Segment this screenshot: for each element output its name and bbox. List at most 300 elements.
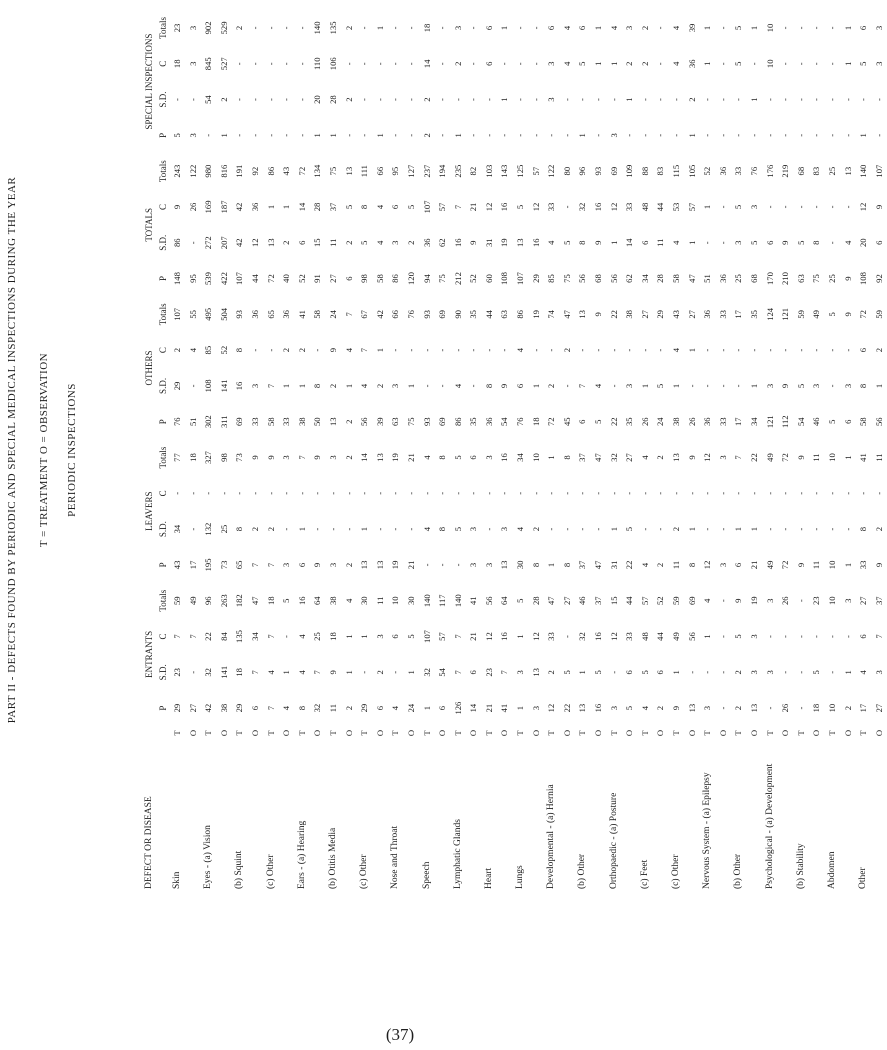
table-row [186,10,202,890]
defect-label [529,740,545,890]
table-cell: - [811,635,822,638]
table-cell: - [530,98,541,101]
table-cell: 36 [249,202,260,212]
table-cell: - [795,133,806,137]
table-cell: 1 [686,240,697,245]
table-cell: 2 [624,61,635,66]
table-cell: 10 [826,560,837,570]
defect-label: (b) Squint [234,850,245,889]
table-cell: 6 [343,276,354,281]
table-cell: 47 [593,453,604,462]
defect-label: Heart [483,867,494,889]
treatment-observation-code: O [405,729,416,737]
table-cell: 1 [530,383,541,389]
table-cell: 4 [593,383,604,389]
table-cell: 69 [234,417,245,427]
table-cell: 1 [281,383,292,389]
table-cell: 36 [281,310,292,319]
table-cell: - [249,348,260,352]
table-cell: 72 [858,310,869,319]
table-cell: 10 [764,59,775,69]
defect-label: Lungs [515,865,526,889]
treatment-observation-code: O [873,729,884,737]
table-cell: 7 [733,455,744,460]
defect-label [747,740,763,890]
table-cell: 18 [327,632,338,641]
table-cell: 25 [733,274,744,283]
table-cell: 117 [437,594,448,607]
table-cell: 54 [795,417,806,427]
table-cell: 14 [468,703,479,713]
table-cell: 60 [483,274,494,283]
defect-label [872,740,887,890]
table-cell: 4 [296,670,307,675]
table-cell: - [405,348,416,352]
table-cell: 34 [639,274,650,283]
treatment-observation-code: T [858,730,869,736]
table-cell: - [265,133,276,137]
table-cell: 16 [593,703,604,713]
table-cell: 9 [593,312,604,317]
table-cell: 49 [187,596,198,606]
table-cell: - [359,491,370,495]
table-cell: 115 [671,164,681,178]
table-cell: 1 [546,562,557,568]
table-cell: - [468,133,479,137]
table-row [342,10,358,890]
table-cell: 33 [858,560,869,570]
table-cell: 111 [359,165,370,178]
table-cell: 9 [327,670,338,675]
table-cell: 12 [530,632,541,641]
treatment-observation-code: O [530,729,541,737]
treatment-observation-code: O [468,729,479,737]
table-cell: 63 [499,310,510,319]
table-cell: 13 [499,560,510,570]
table-cell: 86 [452,417,463,427]
table-cell: - [826,635,837,638]
table-cell: - [858,98,869,101]
table-cell: 22 [608,417,619,427]
table-cell: 176 [764,164,775,178]
column-header: Totals [158,303,168,326]
table-cell: 6 [873,240,884,245]
table-cell: - [826,62,837,66]
table-cell: 1 [421,705,432,711]
table-cell: 1 [873,383,884,389]
table-cell: - [842,348,853,352]
table-cell: 18 [530,417,541,427]
table-cell: 93 [593,166,604,176]
table-cell: 7 [359,347,370,353]
table-cell: 8 [437,455,448,460]
table-cell: 75 [405,417,416,427]
table-row [451,10,467,890]
table-cell: 1 [593,61,604,66]
treatment-observation-code: T [203,730,214,736]
table-cell: 3 [390,383,401,389]
table-cell: - [826,26,837,30]
table-cell: 14 [296,202,307,212]
table-cell: 3 [624,383,635,389]
table-cell: 5 [826,419,837,424]
table-cell: 6 [577,419,588,424]
table-cell: - [187,384,198,388]
table-cell: 19 [499,238,510,248]
table-cell: - [561,384,572,388]
table-cell: 9 [499,383,510,389]
table-cell: 21 [468,632,479,641]
table-cell: 16 [499,453,510,462]
table-cell: 5 [577,61,588,66]
table-cell: 6 [858,25,869,31]
table-cell: 1 [686,526,697,532]
treatment-observation-code: T [327,730,338,736]
table-cell: - [327,527,338,531]
table-cell: - [717,599,728,603]
table-cell: - [187,98,198,101]
treatment-observation-code: T [702,730,713,736]
table-cell: 52 [702,166,713,176]
defect-label [778,740,794,890]
treatment-observation-code: T [421,730,432,736]
table-cell: - [717,241,728,245]
table-cell: - [826,670,837,674]
table-cell: 2 [343,419,354,424]
treatment-observation-code: O [343,729,354,737]
table-cell: 93 [421,417,432,427]
table-cell: - [187,491,198,495]
defect-label: Speech [421,861,432,889]
treatment-observation-code: T [172,730,182,736]
table-cell: 8 [858,526,869,532]
group-header-row [142,10,156,890]
table-cell: 73 [218,560,229,570]
table-cell: 2 [686,97,697,102]
table-row [825,10,841,890]
table-cell: - [717,62,728,66]
table-cell: - [234,62,245,66]
table-cell: 32 [577,632,588,641]
table-cell: - [780,348,791,352]
table-cell: - [764,205,775,209]
table-cell: 51 [187,417,198,427]
table-cell: - [764,635,775,638]
table-cell: 96 [577,166,588,176]
table-cell: - [499,62,510,66]
table-cell: 74 [546,310,557,319]
column-header: Totals [158,589,168,612]
table-cell: - [577,491,588,495]
column-header-row [156,10,170,890]
table-cell: - [811,348,822,352]
table-cell: 27 [624,453,635,462]
table-cell: 2 [873,526,884,532]
table-row [264,10,280,890]
treatment-observation-code: T [826,730,837,736]
table-cell: - [468,98,479,101]
table-cell: - [639,491,650,495]
table-cell: 85 [203,345,214,355]
table-cell: 8 [437,526,448,532]
table-cell: 5 [858,61,869,66]
table-cell: 18 [265,596,276,606]
table-cell: - [826,491,837,495]
table-cell: - [764,491,775,495]
table-cell: 4 [374,204,385,210]
defect-label: Nose and Throat [390,825,401,889]
table-row [232,10,248,890]
table-row [497,10,513,890]
table-cell: 1 [748,383,759,389]
table-cell: 48 [639,202,650,212]
table-cell: 69 [686,596,697,606]
table-cell: 4 [421,526,432,532]
table-cell: 2 [873,347,884,353]
table-cell: - [296,98,307,101]
table-cell: 1 [702,61,713,66]
table-cell: 2 [655,562,666,568]
table-cell: 23 [172,668,182,677]
table-cell: - [764,527,775,531]
table-cell: 59 [795,310,806,319]
defect-label [841,740,857,890]
table-cell: - [421,491,432,495]
table-cell: 5 [452,455,463,460]
table-cell: 191 [234,164,245,178]
defect-label: Developmental - (a) Hernia [546,784,557,889]
table-cell: 52 [655,596,666,606]
table-cell: 26 [187,202,198,212]
table-cell: 124 [764,307,775,321]
table-cell: 17 [733,417,744,427]
table-cell: 35 [468,417,479,427]
table-cell: - [748,348,759,352]
table-cell: - [842,635,853,638]
table-cell: 9 [249,455,260,460]
table-cell: 2 [327,383,338,389]
table-cell: 2 [733,670,744,675]
table-cell: 56 [608,274,619,283]
defect-label: (c) Other [265,854,276,889]
table-cell: - [296,491,307,495]
table-cell: 1 [359,634,370,639]
treatment-observation-code: O [437,729,448,737]
table-cell: 8 [296,705,307,711]
table-cell: - [717,670,728,674]
table-cell: - [421,384,432,388]
table-cell: - [593,527,604,531]
table-cell: 3 [452,25,463,31]
table-cell: 4 [265,670,276,675]
defect-label [497,740,513,890]
table-cell: 302 [203,415,214,429]
table-cell: - [873,491,884,495]
table-cell: 121 [764,415,775,429]
table-cell: 3 [608,133,619,138]
table-cell: - [530,26,541,30]
table-cell: - [343,491,354,495]
table-cell: 41 [468,596,479,606]
table-cell: 1 [515,705,526,711]
table-cell: 9 [873,562,884,568]
table-cell: 38 [624,310,635,319]
table-cell: 12 [483,632,494,641]
table-cell: 5 [593,419,604,424]
table-cell: 6 [468,670,479,675]
table-cell: - [702,348,713,352]
table-cell: - [281,527,292,531]
table-cell: - [671,133,681,137]
table-cell: - [249,26,260,30]
table-cell: 11 [671,560,681,570]
table-cell: - [608,384,619,388]
table-cell: 22 [624,560,635,570]
table-cell: 33 [546,632,557,641]
table-cell: 36 [702,310,713,319]
table-cell: 20 [312,95,323,104]
table-cell: 1 [593,25,604,31]
table-cell: 11 [811,560,822,570]
table-cell: 2 [546,383,557,389]
table-cell: - [374,527,385,531]
table-cell: - [639,133,650,137]
table-cell: 4 [671,61,681,66]
treatment-observation-code: T [546,730,557,736]
table-cell: 5 [826,312,837,317]
table-cell: - [359,670,370,674]
table-cell: - [593,491,604,495]
table-row [560,10,576,890]
table-cell: - [234,98,245,101]
table-cell: - [624,491,635,495]
table-cell: 9 [172,204,182,210]
table-cell: 1 [842,25,853,31]
table-cell: 76 [172,417,182,427]
table-cell: 6 [296,240,307,245]
table-cell: 237 [421,164,432,178]
table-cell: - [390,26,401,30]
table-cell: 7 [577,383,588,389]
table-cell: 32 [577,202,588,212]
table-cell: 49 [764,560,775,570]
table-cell: 902 [203,21,214,35]
table-cell: 2 [421,133,432,138]
table-cell: - [686,491,697,495]
table-cell: - [717,384,728,388]
table-cell: 13 [327,417,338,427]
table-cell: 1 [312,133,323,138]
table-cell: 31 [483,238,494,248]
table-cell: - [748,491,759,495]
table-cell: - [312,491,323,495]
defect-label [186,740,202,890]
table-cell: - [437,563,448,567]
table-cell: - [624,133,635,137]
table-cell: 107 [515,272,526,285]
column-header: Totals [158,446,168,469]
table-cell: 47 [561,310,572,319]
table-cell: - [780,491,791,495]
table-cell: 2 [405,240,416,245]
table-cell: - [437,348,448,352]
table-cell: 140 [421,594,432,608]
table-cell: 327 [203,451,214,464]
table-cell: 25 [826,166,837,176]
table-cell: 56 [873,417,884,427]
table-cell: - [312,527,323,531]
table-cell: 23 [172,23,182,33]
table-cell: 16 [296,596,307,606]
table-cell: 66 [390,310,401,319]
table-row [170,10,186,890]
table-cell: 86 [390,274,401,283]
table-cell: 195 [203,558,214,572]
table-cell: 32 [312,703,323,713]
table-cell: 25 [218,524,229,534]
table-cell: - [795,26,806,30]
table-cell: 26 [780,703,791,713]
table-cell: - [390,491,401,495]
table-cell: - [437,384,448,388]
table-cell: 3 [764,670,775,675]
treatment-observation-code: T [795,730,806,736]
table-cell: - [655,527,666,531]
table-cell: 77 [172,453,182,462]
table-cell: 95 [390,166,401,176]
table-cell: 53 [671,202,681,212]
table-cell: 108 [203,379,214,393]
table-cell: - [873,133,884,137]
table-cell: 57 [437,632,448,641]
table-cell: - [483,348,494,352]
table-cell: - [826,241,837,245]
table-cell: - [717,98,728,101]
page-title: PART II - DEFECTS FOUND BY PERIODIC AND SPECIAL MEDICAL INSPECTIONS DURING THE YEAR [6,176,18,724]
table-cell: 76 [748,166,759,176]
table-cell: 5 [515,598,526,603]
defect-label [685,740,701,890]
table-cell: - [811,205,822,209]
defect-label: Psychological - (a) Development [764,763,775,889]
defect-label: (c) Other [359,854,370,889]
table-cell: 1 [702,25,713,31]
table-cell: - [546,527,557,531]
table-cell: 2 [249,526,260,532]
treatment-observation-code: O [780,729,791,737]
table-cell: - [717,348,728,352]
table-cell: 2 [265,526,276,532]
table-cell: 9 [780,383,791,389]
table-cell: 8 [234,347,245,353]
table-cell: 148 [172,272,182,285]
table-cell: 2 [343,240,354,245]
table-cell: 4 [671,240,681,245]
table-cell: 4 [343,598,354,603]
table-cell: 34 [515,453,526,462]
table-cell: 64 [499,596,510,606]
table-cell: 6 [296,562,307,568]
table-cell: 219 [780,164,791,178]
table-cell: - [764,348,775,352]
table-cell: 11 [873,453,884,462]
table-cell: - [561,491,572,495]
table-cell: 37 [577,560,588,570]
table-row [513,10,529,890]
table-cell: 33 [546,202,557,212]
table-cell: 36 [249,310,260,319]
table-cell: 2 [343,562,354,568]
